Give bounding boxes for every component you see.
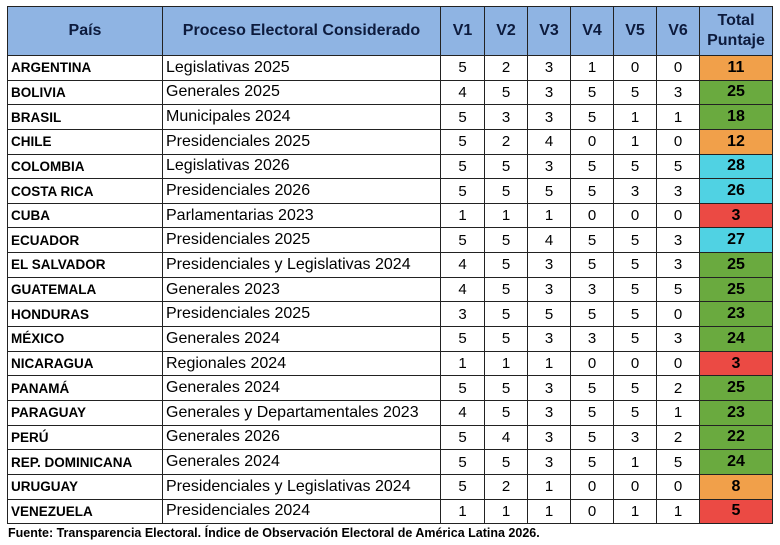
country-cell: PARAGUAY <box>8 400 163 425</box>
v2-cell: 5 <box>485 400 528 425</box>
country-cell: PANAMÁ <box>8 376 163 401</box>
v6-cell: 5 <box>657 450 700 475</box>
v5-cell: 3 <box>614 425 657 450</box>
v6-cell: 0 <box>657 203 700 228</box>
v3-cell: 3 <box>528 154 571 179</box>
v3-cell: 5 <box>528 302 571 327</box>
table-row <box>8 425 773 450</box>
table-row <box>8 179 773 204</box>
v1-cell: 4 <box>441 253 485 278</box>
table-row <box>8 129 773 154</box>
v1-cell: 5 <box>441 376 485 401</box>
v2-cell: 2 <box>485 129 528 154</box>
v3-cell: 1 <box>528 203 571 228</box>
v1-cell: 5 <box>441 228 485 253</box>
country-cell: ECUADOR <box>8 228 163 253</box>
electoral-index-table <box>7 6 773 524</box>
v2-cell: 5 <box>485 277 528 302</box>
v1-cell: 1 <box>441 351 485 376</box>
table-row <box>8 327 773 352</box>
total-score-cell: 25 <box>700 277 773 302</box>
v5-cell: 5 <box>614 327 657 352</box>
process-cell: Presidenciales 2024 <box>163 499 441 524</box>
total-score-cell: 23 <box>700 400 773 425</box>
total-score-cell: 25 <box>700 253 773 278</box>
v5-cell: 1 <box>614 450 657 475</box>
v2-cell: 5 <box>485 228 528 253</box>
country-cell: COSTA RICA <box>8 179 163 204</box>
country-cell: URUGUAY <box>8 474 163 499</box>
v2-cell: 5 <box>485 376 528 401</box>
table-row <box>8 228 773 253</box>
table-row <box>8 253 773 278</box>
v3-cell: 4 <box>528 129 571 154</box>
total-score-cell: 25 <box>700 80 773 105</box>
v6-cell: 0 <box>657 351 700 376</box>
country-cell: BRASIL <box>8 105 163 130</box>
v5-cell: 1 <box>614 105 657 130</box>
country-cell: HONDURAS <box>8 302 163 327</box>
process-cell: Regionales 2024 <box>163 351 441 376</box>
v3-cell: 1 <box>528 499 571 524</box>
v3-cell: 5 <box>528 179 571 204</box>
v5-cell: 1 <box>614 499 657 524</box>
process-cell: Presidenciales y Legislativas 2024 <box>163 253 441 278</box>
v3-cell: 3 <box>528 56 571 81</box>
total-score-cell: 8 <box>700 474 773 499</box>
header-v2: V2 <box>485 7 528 56</box>
v6-cell: 3 <box>657 327 700 352</box>
v4-cell: 5 <box>571 228 614 253</box>
v1-cell: 5 <box>441 450 485 475</box>
table-row <box>8 376 773 401</box>
process-cell: Legislativas 2025 <box>163 56 441 81</box>
table-row <box>8 154 773 179</box>
v2-cell: 5 <box>485 154 528 179</box>
v6-cell: 0 <box>657 302 700 327</box>
v1-cell: 4 <box>441 277 485 302</box>
v6-cell: 0 <box>657 474 700 499</box>
v5-cell: 5 <box>614 400 657 425</box>
v4-cell: 5 <box>571 302 614 327</box>
v1-cell: 5 <box>441 154 485 179</box>
v2-cell: 5 <box>485 80 528 105</box>
v6-cell: 3 <box>657 80 700 105</box>
v3-cell: 3 <box>528 80 571 105</box>
total-score-cell: 28 <box>700 154 773 179</box>
header-v6: V6 <box>657 7 700 56</box>
v2-cell: 3 <box>485 105 528 130</box>
country-cell: GUATEMALA <box>8 277 163 302</box>
v4-cell: 5 <box>571 400 614 425</box>
v5-cell: 5 <box>614 277 657 302</box>
v5-cell: 0 <box>614 474 657 499</box>
table-row <box>8 80 773 105</box>
table-row <box>8 351 773 376</box>
table-row <box>8 105 773 130</box>
v6-cell: 3 <box>657 179 700 204</box>
v1-cell: 5 <box>441 129 485 154</box>
process-cell: Generales 2025 <box>163 80 441 105</box>
v4-cell: 5 <box>571 80 614 105</box>
v5-cell: 5 <box>614 228 657 253</box>
v5-cell: 0 <box>614 203 657 228</box>
v2-cell: 5 <box>485 253 528 278</box>
country-cell: BOLIVIA <box>8 80 163 105</box>
v5-cell: 0 <box>614 351 657 376</box>
v6-cell: 0 <box>657 129 700 154</box>
v3-cell: 3 <box>528 400 571 425</box>
v4-cell: 5 <box>571 105 614 130</box>
v5-cell: 5 <box>614 80 657 105</box>
v5-cell: 1 <box>614 129 657 154</box>
v4-cell: 0 <box>571 203 614 228</box>
header-country: País <box>8 7 163 56</box>
v6-cell: 2 <box>657 376 700 401</box>
v4-cell: 5 <box>571 450 614 475</box>
v2-cell: 2 <box>485 56 528 81</box>
v1-cell: 3 <box>441 302 485 327</box>
v3-cell: 3 <box>528 425 571 450</box>
country-cell: PERÚ <box>8 425 163 450</box>
v2-cell: 1 <box>485 499 528 524</box>
v1-cell: 5 <box>441 425 485 450</box>
table-body <box>8 56 773 524</box>
v4-cell: 0 <box>571 474 614 499</box>
country-cell: MÉXICO <box>8 327 163 352</box>
v6-cell: 3 <box>657 253 700 278</box>
v1-cell: 1 <box>441 499 485 524</box>
v6-cell: 1 <box>657 400 700 425</box>
total-score-cell: 18 <box>700 105 773 130</box>
country-cell: NICARAGUA <box>8 351 163 376</box>
total-score-cell: 23 <box>700 302 773 327</box>
country-cell: COLOMBIA <box>8 154 163 179</box>
v2-cell: 1 <box>485 351 528 376</box>
v3-cell: 4 <box>528 228 571 253</box>
total-score-cell: 26 <box>700 179 773 204</box>
v3-cell: 3 <box>528 253 571 278</box>
table-row <box>8 474 773 499</box>
v3-cell: 1 <box>528 351 571 376</box>
total-score-cell: 11 <box>700 56 773 81</box>
v1-cell: 5 <box>441 56 485 81</box>
v1-cell: 5 <box>441 474 485 499</box>
v2-cell: 1 <box>485 203 528 228</box>
v4-cell: 5 <box>571 376 614 401</box>
total-score-cell: 25 <box>700 376 773 401</box>
total-score-cell: 3 <box>700 203 773 228</box>
v2-cell: 5 <box>485 450 528 475</box>
v1-cell: 5 <box>441 327 485 352</box>
country-cell: EL SALVADOR <box>8 253 163 278</box>
v4-cell: 5 <box>571 253 614 278</box>
country-cell: REP. DOMINICANA <box>8 450 163 475</box>
v3-cell: 3 <box>528 277 571 302</box>
header-process: Proceso Electoral Considerado <box>163 7 441 56</box>
v4-cell: 5 <box>571 154 614 179</box>
header-total: Total Puntaje <box>700 7 773 56</box>
v6-cell: 1 <box>657 499 700 524</box>
total-score-cell: 24 <box>700 327 773 352</box>
table-row <box>8 450 773 475</box>
process-cell: Presidenciales 2025 <box>163 302 441 327</box>
source-footnote: Fuente: Transparencia Electoral. Índice de Observación Electoral de América Latina 2026. <box>8 526 540 540</box>
country-cell: CHILE <box>8 129 163 154</box>
v6-cell: 2 <box>657 425 700 450</box>
v4-cell: 0 <box>571 499 614 524</box>
v3-cell: 3 <box>528 327 571 352</box>
v5-cell: 5 <box>614 302 657 327</box>
header-v3: V3 <box>528 7 571 56</box>
total-score-cell: 12 <box>700 129 773 154</box>
process-cell: Presidenciales y Legislativas 2024 <box>163 474 441 499</box>
v1-cell: 4 <box>441 80 485 105</box>
process-cell: Parlamentarias 2023 <box>163 203 441 228</box>
process-cell: Generales 2024 <box>163 450 441 475</box>
process-cell: Municipales 2024 <box>163 105 441 130</box>
header-row <box>8 7 773 56</box>
v4-cell: 0 <box>571 351 614 376</box>
country-cell: CUBA <box>8 203 163 228</box>
process-cell: Generales y Departamentales 2023 <box>163 400 441 425</box>
v1-cell: 1 <box>441 203 485 228</box>
v5-cell: 0 <box>614 56 657 81</box>
process-cell: Presidenciales 2025 <box>163 228 441 253</box>
v6-cell: 3 <box>657 228 700 253</box>
v6-cell: 5 <box>657 277 700 302</box>
process-cell: Legislativas 2026 <box>163 154 441 179</box>
v3-cell: 1 <box>528 474 571 499</box>
v6-cell: 1 <box>657 105 700 130</box>
v3-cell: 3 <box>528 450 571 475</box>
process-cell: Generales 2024 <box>163 327 441 352</box>
header-v4: V4 <box>571 7 614 56</box>
v5-cell: 3 <box>614 179 657 204</box>
total-score-cell: 5 <box>700 499 773 524</box>
process-cell: Presidenciales 2026 <box>163 179 441 204</box>
header-v1: V1 <box>441 7 485 56</box>
v2-cell: 4 <box>485 425 528 450</box>
total-score-cell: 22 <box>700 425 773 450</box>
total-score-cell: 27 <box>700 228 773 253</box>
v6-cell: 5 <box>657 154 700 179</box>
table-row <box>8 203 773 228</box>
process-cell: Generales 2023 <box>163 277 441 302</box>
v2-cell: 5 <box>485 327 528 352</box>
v2-cell: 2 <box>485 474 528 499</box>
process-cell: Generales 2026 <box>163 425 441 450</box>
v5-cell: 5 <box>614 253 657 278</box>
v5-cell: 5 <box>614 376 657 401</box>
v4-cell: 5 <box>571 179 614 204</box>
process-cell: Generales 2024 <box>163 376 441 401</box>
v3-cell: 3 <box>528 376 571 401</box>
v4-cell: 3 <box>571 327 614 352</box>
total-score-cell: 3 <box>700 351 773 376</box>
table-row <box>8 499 773 524</box>
country-cell: ARGENTINA <box>8 56 163 81</box>
v1-cell: 5 <box>441 179 485 204</box>
v1-cell: 4 <box>441 400 485 425</box>
total-score-cell: 24 <box>700 450 773 475</box>
table-row <box>8 56 773 81</box>
table-row <box>8 277 773 302</box>
process-cell: Presidenciales 2025 <box>163 129 441 154</box>
v2-cell: 5 <box>485 302 528 327</box>
v4-cell: 3 <box>571 277 614 302</box>
v4-cell: 0 <box>571 129 614 154</box>
table-row <box>8 302 773 327</box>
header-v5: V5 <box>614 7 657 56</box>
v5-cell: 5 <box>614 154 657 179</box>
v6-cell: 0 <box>657 56 700 81</box>
v1-cell: 5 <box>441 105 485 130</box>
v4-cell: 1 <box>571 56 614 81</box>
v2-cell: 5 <box>485 179 528 204</box>
v3-cell: 3 <box>528 105 571 130</box>
table-row <box>8 400 773 425</box>
v4-cell: 5 <box>571 425 614 450</box>
country-cell: VENEZUELA <box>8 499 163 524</box>
